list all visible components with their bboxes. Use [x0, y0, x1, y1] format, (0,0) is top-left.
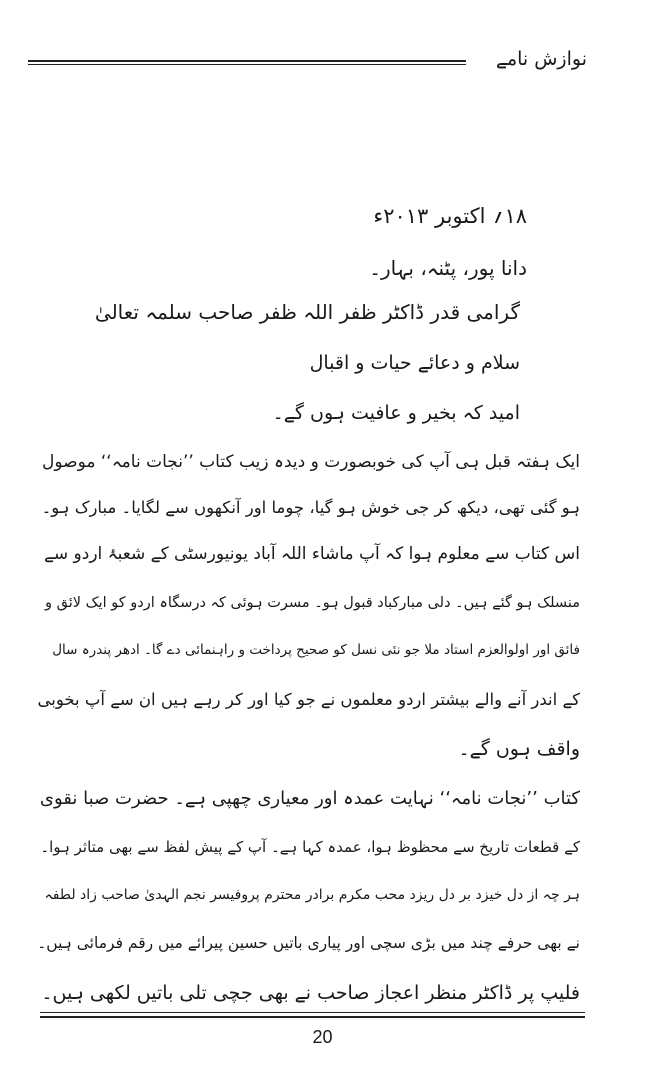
body-line: کے قطعات تاریخ سے محظوظ ہوا، عمدہ کہا ہے۔ آپ کے پیش لفظ سے بھی متاثر ہوا۔ — [40, 838, 580, 856]
header-rule — [28, 60, 466, 64]
body-line: ہو گئی تھی، دیکھ کر جی خوش ہو گیا، چوما اور آنکھوں سے لگایا۔ مبارک ہو۔ — [41, 498, 580, 517]
body-line: فائق اور اولوالعزم استاد ملا جو نئی نسل کو صحیح پرداخت و راہنمائی دے گا۔ ادھر پندرہ سال — [52, 642, 580, 658]
body-line: اس کتاب سے معلوم ہوا کہ آپ ماشاء اللہ آباد یونیورسٹی کے شعبۂ اردو سے — [43, 544, 580, 564]
body-line: فلیپ پر ڈاکٹر منظر اعجاز صاحب نے بھی جچی تلی باتیں لکھی ہیں۔ — [41, 982, 580, 1004]
running-header: نوازش نامے — [495, 48, 587, 70]
page-number: 20 — [312, 1027, 333, 1047]
salutation-line: امید کہ بخیر و عافیت ہوں گے۔ — [272, 402, 520, 424]
letter-date: ۱۸؍ اکتوبر ۲۰۱۳ء — [373, 204, 527, 228]
body-line: ہر چہ از دل خیزد بر دل ریزد محب مکرم برادر محترم پروفیسر نجم الہدیٰ صاحب زاد لطفہ — [44, 887, 580, 903]
footer-rule — [40, 1012, 585, 1018]
letter-place: دانا پور، پٹنہ، بہار۔ — [369, 256, 527, 280]
body-line: نے بھی حرفے چند میں بڑی سچی اور پیاری باتیں حسین پیرائے میں رقم فرمائی ہیں۔ — [37, 934, 580, 952]
salutation-line: سلام و دعائے حیات و اقبال — [309, 352, 520, 374]
body-line: منسلک ہو گئے ہیں۔ دلی مبارکباد قبول ہو۔ مسرت ہوئی کہ درسگاہ اردو کو ایک لائق و — [45, 595, 580, 611]
body-line: کے اندر آنے والے بیشتر اردو معلموں نے جو کیا اور کر رہے ہیں ان سے آپ بخوبی — [37, 690, 580, 709]
body-line: واقف ہوں گے۔ — [458, 738, 580, 760]
body-line: ایک ہفتہ قبل ہی آپ کی خوبصورت و دیدہ زیب کتاب ’’نجات نامہ‘‘ موصول — [42, 452, 580, 472]
body-line: کتاب ’’نجات نامہ‘‘ نہایت عمدہ اور معیاری چھپی ہے۔ حضرت صبا نقوی — [39, 788, 580, 809]
salutation-line: گرامی قدر ڈاکٹر ظفر اللہ ظفر صاحب سلمہ تعالیٰ — [94, 300, 520, 324]
